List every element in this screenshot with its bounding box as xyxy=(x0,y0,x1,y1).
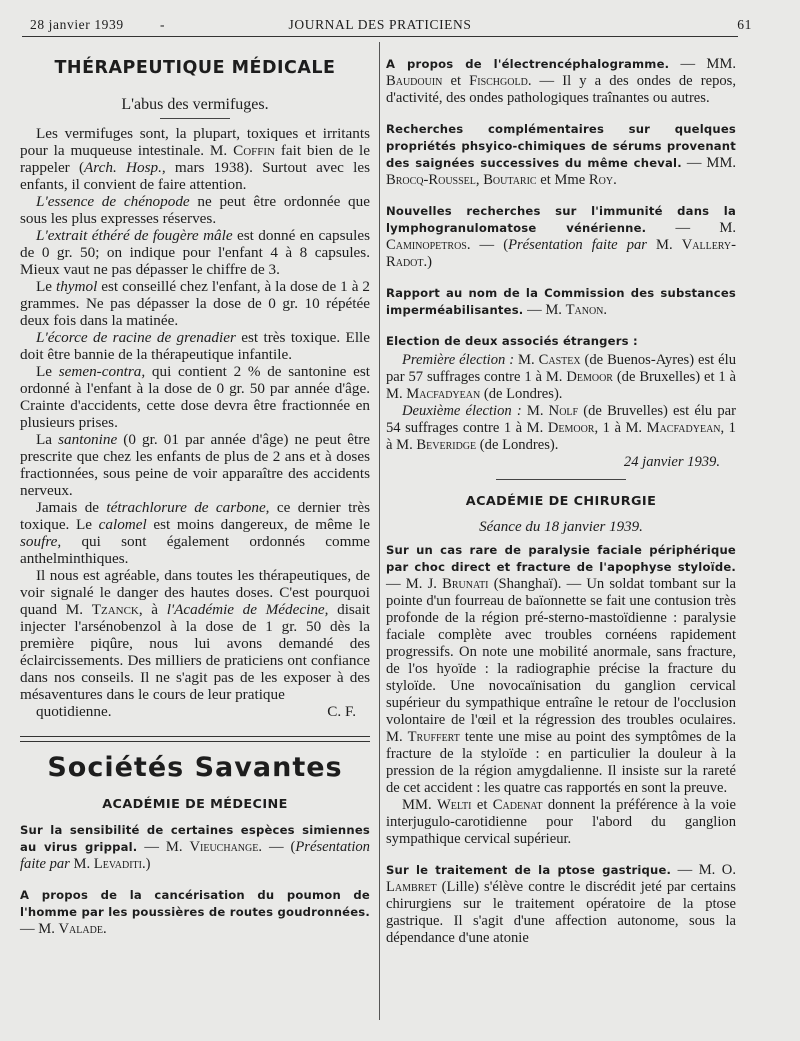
author-name: Vieuchange xyxy=(189,839,259,855)
author-name: Tzanck xyxy=(91,601,139,618)
running-head xyxy=(22,14,752,37)
header-date: 28 janvier 1939 xyxy=(30,17,124,32)
item-title: Sur la sensibilité de certaines espèces simiennes au virus grippal. xyxy=(20,823,370,854)
author-name: Brunati xyxy=(442,576,489,592)
paragraph: L'essence de chénopode ne peut être ordonnée que sous les plus expresses réserves. xyxy=(20,193,370,227)
paragraph: Le thymol est conseillé chez l'enfant, à la dose de 1 à 2 grammes. Ne pas dépasser la dose de 0 gr. 10 répétée deux fois dans la matinée. xyxy=(20,278,370,329)
paragraph: La santonine (0 gr. 01 par année d'âge) ne peut être prescrite que chez les enfants de plus de 2 ans et à doses fractionnées, sous peine de voir apparaître des accidents nerveux. xyxy=(20,431,370,499)
paragraph: MM. Welti et Cadenat donnent la préférence à la voie interjugulo-carotidienne pour l'abord du ganglion sympathique cervical supérieur. xyxy=(386,797,736,847)
communication-item: A propos de la cancérisation du poumon de l'homme par les poussières de routes goudronnées. — M. Valade. xyxy=(20,888,370,937)
signature: C. F. xyxy=(327,703,356,720)
election-paragraph: Deuxième élection : M. Nolf (de Bruvelles) est élu par 54 suffrages contre 1 à M. Demoor, 1 à M. Macfadyean, 1 à M. Beveridge (de Londres). xyxy=(386,403,737,453)
paragraph: Jamais de tétrachlorure de carbone, ce dernier très toxique. Le calomel est moins dangereux, de même le soufre, qui sont également ordonnés comme anthelminthiques. xyxy=(20,499,371,567)
author-name: Fischgold xyxy=(469,73,528,89)
author-name: Roy xyxy=(588,172,614,188)
item-title: Sur un cas rare de paralysie faciale périphérique par choc direct et fracture de l'apophyse styloïde. xyxy=(386,543,736,574)
item-title: Rapport au nom de la Commission des substances imperméabilisantes. xyxy=(386,286,736,317)
communication-item: Sur la sensibilité de certaines espèces simiennes au virus grippal. — M. Vieuchange. — (Présentation faite par M. Levaditi.) xyxy=(20,823,370,872)
author-name: Coffin xyxy=(233,142,275,159)
section-title: THÉRAPEUTIQUE MÉDICALE xyxy=(54,58,336,78)
item-title: Recherches complémentaires sur quelques propriétés phsyico-chimiques de sérums provenant des saignées successives du même cheval. xyxy=(386,122,736,170)
report-date: 24 janvier 1939. xyxy=(623,454,720,470)
author-name: Baudouin xyxy=(386,73,443,89)
author-name: Valade xyxy=(58,921,103,937)
column-divider xyxy=(379,42,380,1020)
election-heading xyxy=(386,333,736,350)
journal-name: JOURNAL DES PRATICIENS xyxy=(288,17,472,32)
item-title: A propos de l'électrencéphalogramme. xyxy=(386,57,670,71)
author-name: Boutaric xyxy=(483,172,537,188)
author-name: Caminopetros xyxy=(386,237,467,253)
communication-item: Sur un cas rare de paralysie faciale périphérique par choc direct et fracture de l'apophyse styloïde. — M. J. Brunati (Shanghaï). — Un soldat tombant sur la pointe d'un fourreau de baïonnette se fait une contusion très profonde de la région pré-sterno-mastoïdienne : paralysie faciale complète avec troubles cornéens rapidement progressifs. On note une mobilité anormale, sans fracture, de l'os hyoïde : la radiographie précise la fracture du styloïde. Une novocaïnisation du ganglion cervical supérieur du sympathique entraîne le retour de l'occlusion volontaire de l'œil et la régression des troubles oculaires. M. Truffert tente une mise au point des symptômes de la fracture de la styloïde : en particulier la douleur à la pression de la région amygdalienne. Il insiste sur la rareté de cet accident : les quatre cas rapportés en sont la preuve. xyxy=(386,543,736,796)
session-date: Séance du 18 janvier 1939. xyxy=(479,519,643,535)
item-title: A propos de la cancérisation du poumon de l'homme par les poussières de routes goudronnées. xyxy=(20,888,370,919)
item-title: Election de deux associés étrangers : xyxy=(386,334,638,348)
left-column xyxy=(20,50,370,952)
section-double-rule xyxy=(20,736,370,742)
communication-item: A propos de l'électrencéphalogramme. — MM. Baudouin et Fischgold. — Il y a des ondes de repos, d'activité, des ondes pathologiques traînantes ou autres. xyxy=(386,56,736,106)
societies-title: Sociétés Savantes xyxy=(47,752,343,783)
academy-heading: ACADÉMIE DE CHIRURGIE xyxy=(465,494,657,509)
page-number: 61 xyxy=(737,17,752,32)
closing-line: quotidienne. C. F. xyxy=(36,703,356,720)
communication-item: Nouvelles recherches sur l'immunité dans la lymphogranulomatose vénérienne. — M. Caminopetros. — (Présentation faite par M. Vallery-Radot.) xyxy=(386,204,737,270)
academy-heading: ACADÉMIE DE MÉDECINE xyxy=(102,797,288,812)
author-name: Brocq-Roussel xyxy=(386,172,476,188)
title-rule xyxy=(160,118,230,119)
item-title: Nouvelles recherches sur l'immunité dans la lymphogranulomatose vénérienne. xyxy=(386,204,736,235)
communication-item: Recherches complémentaires sur quelques propriétés phsyico-chimiques de sérums provenant des saignées successives du même cheval. — MM. Brocq-Roussel, Boutaric et Mme Roy. xyxy=(386,122,737,188)
communication-item: Rapport au nom de la Commission des substances imperméabilisantes. — M. Tanon. xyxy=(386,286,736,318)
author-name: Truffert xyxy=(407,729,460,745)
header-dash: - xyxy=(160,17,166,32)
separator-rule xyxy=(496,479,626,480)
right-column xyxy=(386,50,736,961)
item-title: Sur le traitement de la ptose gastrique. xyxy=(386,863,672,877)
election-paragraph: Première élection : M. Castex (de Buenos-Ayres) est élu par 57 suffrages contre 1 à M. Demoor (de Bruxelles) et 1 à M. Macfadyean (de Londres). xyxy=(386,352,736,402)
paragraph: Les vermifuges sont, la plupart, toxiques et irritants pour la muqueuse intestinale. M. Coffin fait bien de le rappeler (Arch. Hosp., mars 1938). Surtout avec les enfants, il convient de faire attention. xyxy=(20,125,370,193)
paragraph: L'écorce de racine de grenadier est très toxique. Elle doit être bannie de la thérapeutique infantile. xyxy=(20,329,371,363)
paragraph: Il nous est agréable, dans toutes les thérapeutiques, de voir signalé le danger des hautes doses. C'est pourquoi quand M. Tzanck, à l'Académie de Médecine, disait injecter l'arsénobenzol à la dose de 1 gr. 50 dès la première piqûre, nous lui avons demandé des éclaircissements. Des milliers de praticiens ont confiance dans nos conseils. Il ne s'agit pas de les exposer à des mésaventures dans le cours de leur pratique xyxy=(20,567,371,703)
article-title: L'abus des vermifuges. xyxy=(121,96,269,113)
journal-title xyxy=(22,17,738,33)
author-name: Levaditi xyxy=(93,856,142,872)
author-name: Lambret xyxy=(386,879,437,895)
paragraph: Le semen-contra, qui contient 2 % de santonine est ordonné à l'enfant à la dose de 0 gr. 50 par année d'âge. Crainte d'accidents, cette dose devra être fractionnée en plusieurs prises. xyxy=(20,363,370,431)
paragraph: L'extrait éthéré de fougère mâle est donné en capsules de 0 gr. 50; on indique pour l'enfant 4 à 8 capsules. Mieux vaut ne pas dépasser le chiffre de 3. xyxy=(20,227,370,278)
author-name: Tanon xyxy=(565,302,604,318)
communication-item: Sur le traitement de la ptose gastrique. — M. O. Lambret (Lille) s'élève contre le discrédit jeté par certains chirurgiens sur le traitement opératoire de la ptose gastrique. Il s'agit d'une affection autonome, sous la dépendance d'une atonie xyxy=(386,862,736,946)
author-name: Vallery-Radot xyxy=(386,237,737,270)
